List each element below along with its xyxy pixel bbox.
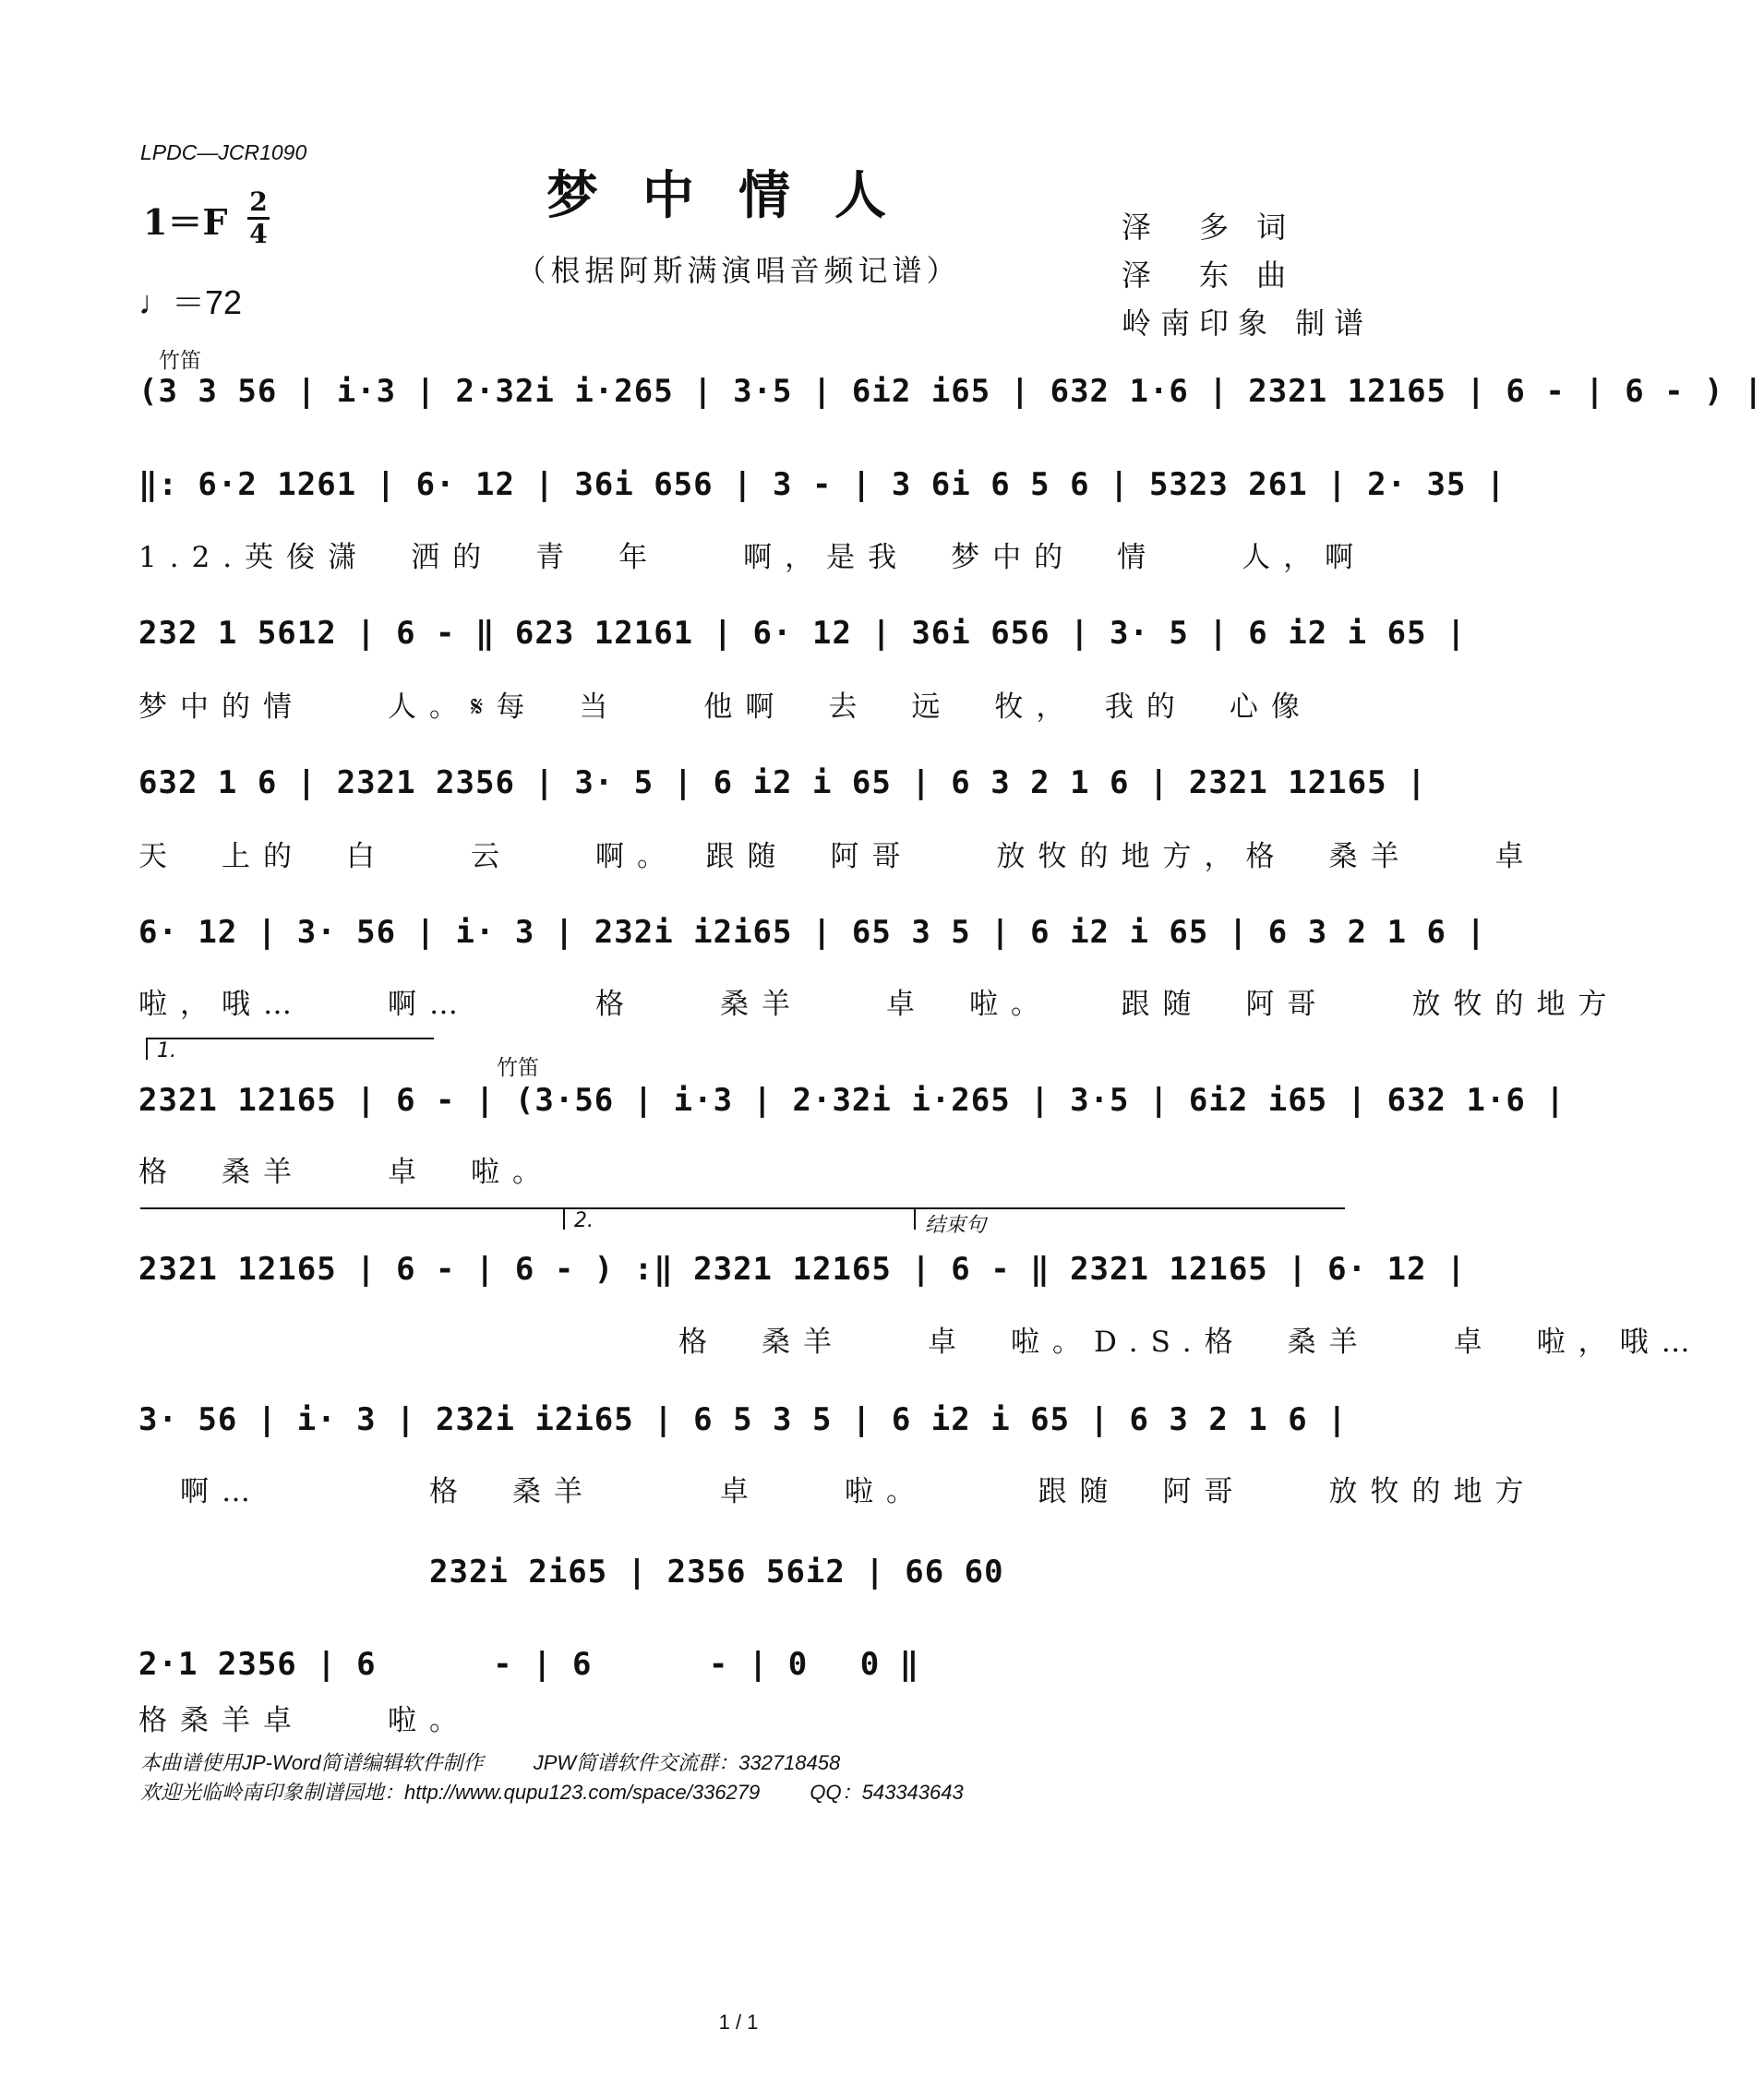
- lyricist-credit: 泽 多 词: [1122, 210, 1296, 245]
- song-title: 梦中情人: [546, 165, 930, 226]
- system-4-notes: 632 1 6 | 2321 2356 | 3· 5 | 6 i2 i 65 | 6 3 2 1 6 | 2321 12165 |: [138, 764, 1427, 801]
- system-3-notes: 232 1 5612 | 6 - ‖ 623 12161 | 6· 12 | 36i 656 | 3· 5 | 6 i2 i 65 |: [138, 615, 1467, 652]
- system-6-lyrics: 格 桑羊 卓 啦。: [138, 1156, 554, 1189]
- system-8-lyrics: 啊… 格 桑羊 卓 啦。 跟随 阿哥 放牧的地方: [138, 1475, 1537, 1508]
- song-subtitle: （根据阿斯满演唱音频记谱）: [516, 253, 961, 288]
- system-4-lyrics: 天 上的 白 云 啊。 跟随 阿哥 放牧的地方，格 桑羊 卓: [138, 840, 1537, 873]
- footer-qq: QQ：543343643: [810, 1781, 964, 1804]
- footer-line-2: [140, 1777, 1008, 1806]
- system-2-lyrics: 1.2.英俊潇 洒的 青 年 啊，是我 梦中的 情 人，啊: [138, 541, 1367, 574]
- system-6-notes: 2321 12165 | 6 - | (3·56 | i·3 | 2·32i i·265 | 3·5 | 6i2 i65 | 632 1·6 |: [138, 1082, 1566, 1119]
- system-8-notes: 3· 56 | i· 3 | 232i i2i65 | 6 5 3 5 | 6 i2 i 65 | 6 3 2 1 6 |: [138, 1401, 1348, 1438]
- first-ending-bracket: [146, 1038, 434, 1063]
- first-ending-label: 1.: [157, 1039, 176, 1063]
- page-number: 1 / 1: [718, 2011, 759, 2034]
- score-code: LPDC—JCR1090: [140, 140, 307, 164]
- time-signature-top: 2: [249, 186, 268, 217]
- system-9-upper-notes: 232i 2i65 | 2356 56i2 | 66 60: [138, 1554, 1004, 1591]
- key-signature: 1＝F: [143, 201, 228, 243]
- system-3-lyrics: 梦中的情 人。𝄋每 当 他啊 去 远 牧， 我的 心像: [138, 690, 1313, 724]
- footer-group-note: JPW简谱软件交流群：332718458: [533, 1751, 841, 1774]
- tempo-marking: ♩＝72: [138, 283, 243, 321]
- instrument-label-repeat: 竹笛: [497, 1056, 539, 1080]
- system-10-notes: 2·1 2356 | 6 - | 6 - | 0 0 ‖: [138, 1646, 920, 1683]
- footer-line-1: [140, 1747, 884, 1776]
- score-body: [138, 0, 1764, 1846]
- system-5-notes: 6· 12 | 3· 56 | i· 3 | 232i i2i65 | 65 3 5 | 6 i2 i 65 | 6 3 2 1 6 |: [138, 914, 1486, 951]
- arranger-credit: 岭南印象 制谱: [1122, 306, 1374, 341]
- system-7-notes: 2321 12165 | 6 - | 6 - ) :‖ 2321 12165 | 6 - ‖ 2321 12165 | 6· 12 |: [138, 1251, 1467, 1288]
- system-2-notes: ‖: 6·2 1261 | 6· 12 | 36i 656 | 3 - | 3 6i 6 5 6 | 5323 261 | 2· 35 |: [138, 466, 1506, 503]
- footer-website: 欢迎光临岭南印象制谱园地：http://www.qupu123.com/space/336279: [140, 1781, 761, 1804]
- second-ending-label: 2.: [574, 1209, 594, 1232]
- coda-bracket: [914, 1207, 1345, 1237]
- coda-label: 结束句: [925, 1214, 987, 1237]
- system-5-lyrics: 啦，哦… 啊… 格 桑羊 卓 啦。 跟随 阿哥 放牧的地方: [138, 988, 1620, 1021]
- instrument-label: 竹笛: [159, 349, 201, 373]
- footer-software-note: 本曲谱使用JP-Word简谱编辑软件制作: [140, 1751, 484, 1774]
- system-7-lyrics: 格 桑羊 卓 啦。D.S.格 桑羊 卓 啦，哦…: [138, 1326, 1703, 1359]
- composer-credit: 泽 东 曲: [1122, 258, 1296, 293]
- system-1-notes: (3 3 56 | i·3 | 2·32i i·265 | 3·5 | 6i2 i65 | 632 1·6 | 2321 12165 | 6 - | 6 - ) |: [138, 373, 1764, 410]
- second-ending-bracket: [563, 1207, 906, 1230]
- system-10-lyrics: 格桑羊卓 啦。: [138, 1704, 471, 1737]
- time-signature-bottom: 4: [249, 219, 268, 249]
